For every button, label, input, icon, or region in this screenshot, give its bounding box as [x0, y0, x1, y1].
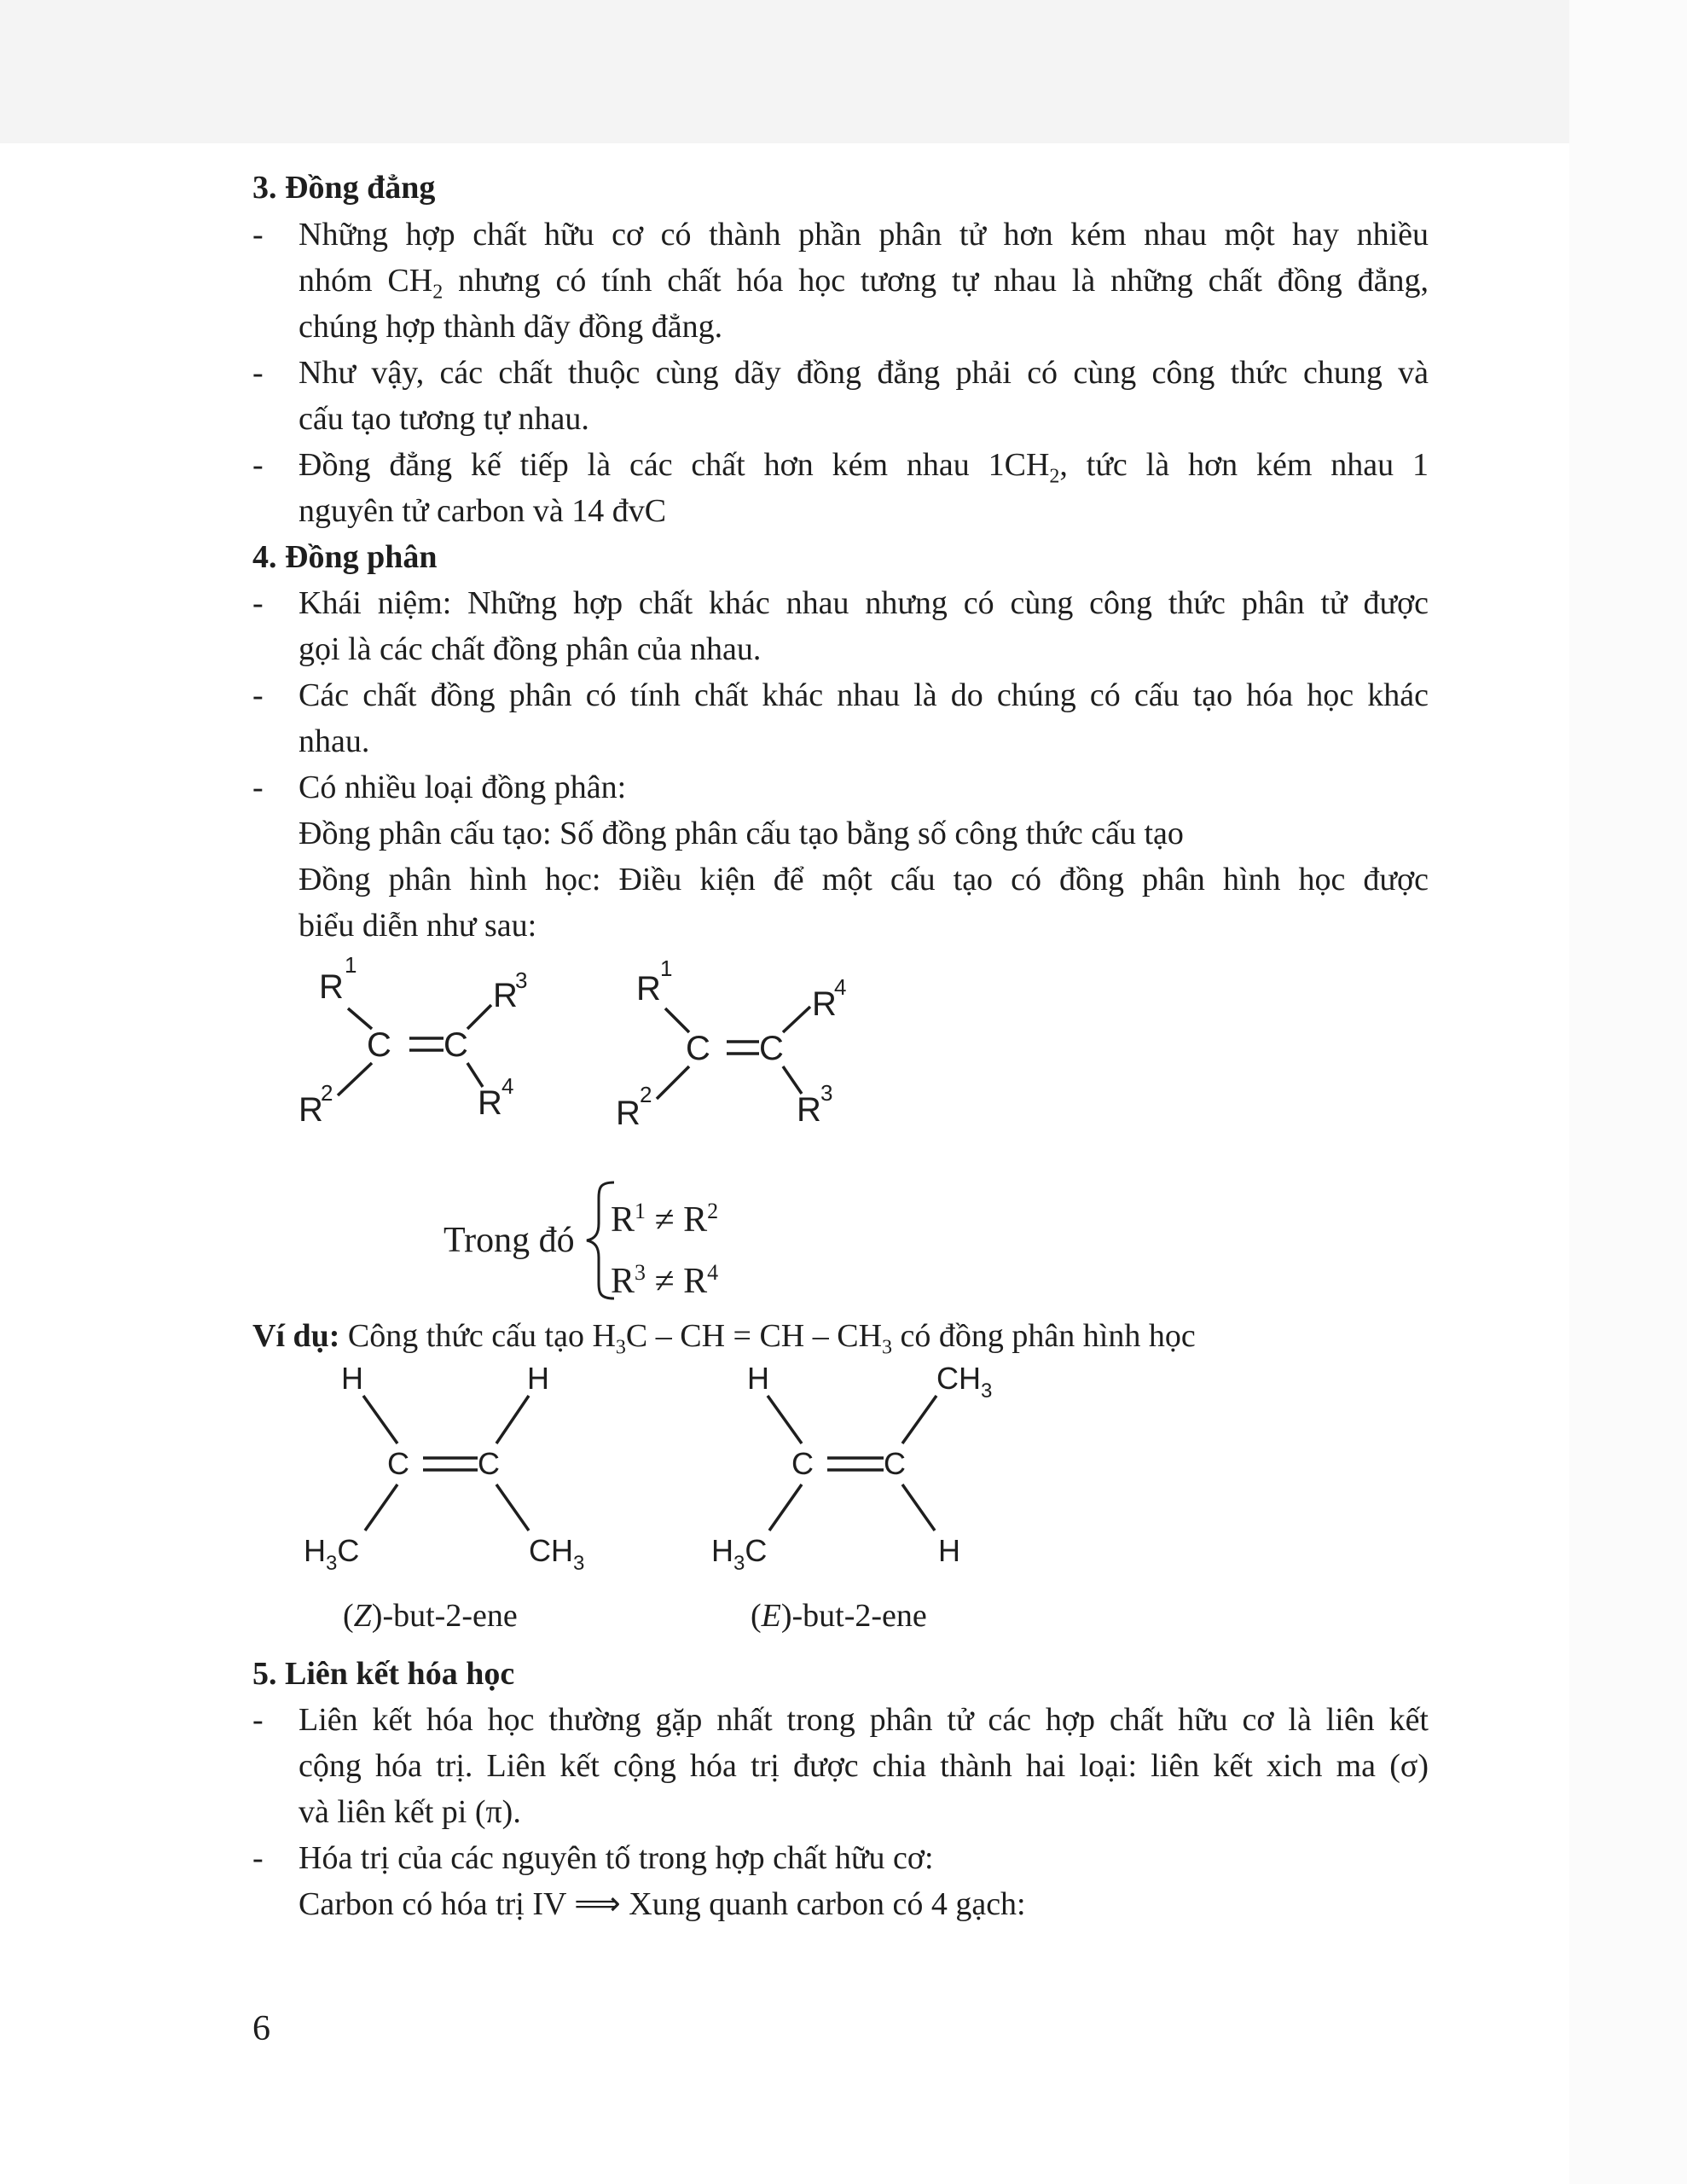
s4-b1-line1: Khái niệm: Những hợp chất khác nhau nhưng có cùng công thức phân tử được	[299, 585, 1429, 621]
s5-b1-line3: và liên kết pi (π).	[299, 1794, 521, 1830]
e-H-bottom-right: H	[938, 1533, 960, 1568]
e-H-top-left: H	[747, 1361, 769, 1396]
bullet-dash: -	[252, 1840, 264, 1876]
R3-superscript: 3	[820, 1080, 833, 1106]
example-line: Ví dụ: Công thức cấu tạo $H_3C$ – CH = CH – $CH_3$ có đồng phân hình học	[252, 1318, 1196, 1359]
s5-b1-line1: Liên kết hóa học thường gặp nhất trong phân tử các hợp chất hữu cơ là liên kết	[299, 1702, 1429, 1738]
z-carbon-left: C	[387, 1446, 409, 1481]
R3-letter: R	[493, 977, 518, 1014]
s4-b3-line2: Đồng phân cấu tạo: Số đồng phân cấu tạo bằng số công thức cấu tạo	[299, 816, 1184, 851]
bullet-dash: -	[252, 585, 264, 621]
e-carbon-left: C	[791, 1446, 814, 1481]
bullet-dash: -	[252, 770, 264, 805]
bullet-dash: -	[252, 217, 264, 253]
e-carbon-right: C	[884, 1446, 906, 1481]
R4-letter: R	[812, 985, 837, 1023]
R3-letter: R	[797, 1091, 821, 1129]
R1-letter: R	[636, 970, 661, 1008]
condition-line-1: $R^1 \ne R^2$	[611, 1199, 719, 1240]
s4-b3-line1: Có nhiều loại đồng phân:	[299, 770, 627, 805]
s5-b2-line1: Hóa trị của các nguyên tố trong hợp chất hữu cơ:	[299, 1840, 934, 1876]
bullet-dash: -	[252, 355, 264, 391]
z-ch3: $CH_3$	[529, 1533, 585, 1575]
R2-superscript: 2	[321, 1080, 333, 1106]
s3-b2-line2: cấu tạo tương tự nhau.	[299, 401, 589, 437]
s5-b2-line2: Carbon có hóa trị IV ⟹ Xung quanh carbon có 4 gạch:	[299, 1886, 1026, 1922]
bullet-dash: -	[252, 677, 264, 713]
R4-superscript: 4	[501, 1073, 514, 1099]
example-label: Ví dụ:	[252, 1318, 340, 1354]
z-H-top-right: H	[527, 1361, 549, 1396]
z-carbon-right: C	[478, 1446, 500, 1481]
bullet-dash: -	[252, 1702, 264, 1738]
bullet-dash: -	[252, 447, 264, 483]
R2-superscript: 2	[640, 1082, 652, 1107]
right-structure-bonds	[657, 1007, 810, 1099]
R1-letter: R	[319, 968, 344, 1006]
R2-letter: R	[616, 1095, 641, 1132]
carbon-left: C	[686, 1030, 710, 1067]
R3-superscript: 3	[515, 967, 528, 993]
e-butene-caption: (E)-but-2-ene	[751, 1598, 927, 1634]
s3-b1-line2: nhóm $CH_2$ nhưng có tính chất hóa học tương tự nhau là những chất đồng đẳng,	[299, 263, 1429, 304]
s4-b2-line2: nhau.	[299, 723, 370, 759]
page-number: 6	[252, 2009, 270, 2048]
carbon-left: C	[367, 1026, 391, 1064]
section-3-heading: 3. Đồng đẳng	[252, 170, 436, 206]
s4-b2-line1: Các chất đồng phân có tính chất khác nhau là do chúng có cấu tạo hóa học khác	[299, 677, 1429, 713]
z-h3c: $H_3C$	[304, 1533, 360, 1575]
s3-b3-line2: nguyên tử carbon và 14 đvC	[299, 493, 667, 529]
s4-b3-line3: Đồng phân hình học: Điều kiện để một cấu tạo có đồng phân hình học được	[299, 862, 1429, 897]
s4-b1-line2: gọi là các chất đồng phân của nhau.	[299, 631, 762, 667]
left-structure-bonds	[338, 1005, 491, 1095]
R1-superscript: 1	[660, 956, 673, 981]
e-ch3: $CH_3$	[936, 1361, 993, 1403]
condition-lead: Trong đó	[443, 1221, 575, 1260]
carbon-right: C	[443, 1026, 468, 1064]
s3-b1-line3: chúng hợp thành dãy đồng đẳng.	[299, 309, 723, 345]
section-4-heading: 4. Đồng phân	[252, 539, 438, 575]
s3-b1-line1: Những hợp chất hữu cơ có thành phần phân tử hơn kém nhau một hay nhiều	[299, 217, 1429, 253]
s5-b1-line2: cộng hóa trị. Liên kết cộng hóa trị được chia thành hai loại: liên kết xich ma (σ)	[299, 1748, 1429, 1784]
R4-superscript: 4	[834, 974, 847, 1000]
section-5-heading: 5. Liên kết hóa học	[252, 1656, 515, 1692]
z-H-top-left: H	[341, 1361, 363, 1396]
R4-letter: R	[478, 1084, 502, 1122]
s3-b2-line1: Như vậy, các chất thuộc cùng dãy đồng đẳng phải có cùng công thức chung và	[299, 355, 1429, 391]
s3-b3-line1: Đồng đẳng kế tiếp là các chất hơn kém nhau $1CH_2$, tức là hơn kém nhau 1	[299, 447, 1429, 488]
z-butene-caption: (Z)-but-2-ene	[343, 1598, 518, 1634]
condition-line-2: $R^3 \ne R^4$	[611, 1260, 719, 1301]
e-h3c: $H_3C$	[711, 1533, 768, 1575]
implies-arrow: ⟹	[574, 1886, 621, 1922]
R1-superscript: 1	[345, 952, 357, 978]
R2-letter: R	[299, 1091, 323, 1129]
s4-b3-line4: biểu diễn như sau:	[299, 908, 537, 944]
carbon-right: C	[759, 1030, 784, 1067]
